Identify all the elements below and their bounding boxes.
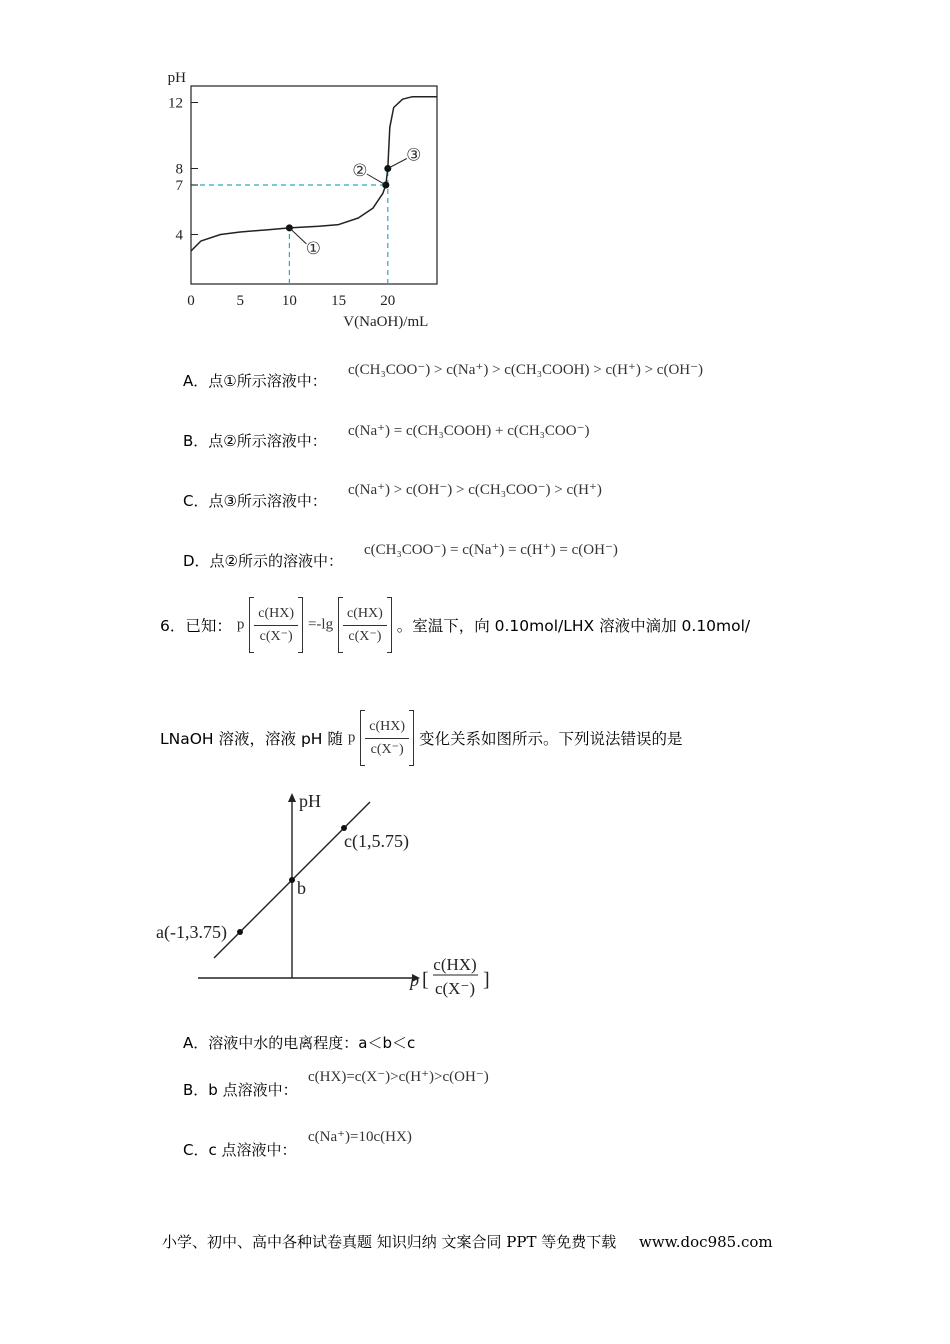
point-label: ① [305,238,322,258]
q6-p-symbol-2: p [347,729,356,746]
y-tick-label: 7 [175,178,183,194]
fraction-numerator: c(HX) [365,716,409,739]
y-axis-label: pH [167,70,186,86]
x-axis-label: V(NaOH)/mL [343,314,429,330]
q6-option-a-label: A．溶液中水的电离程度：a＜b＜c [183,1034,416,1052]
point-leader [388,159,407,169]
q6-fraction-2 [343,603,387,648]
x-tick-label: 0 [187,293,195,309]
point-label: b [297,878,306,898]
q6-fraction-1 [254,603,298,648]
fraction-denominator: c(X⁻) [259,628,293,644]
q5-option-d-label: D．点②所示的溶液中： [183,552,343,570]
y-tick-label: 4 [175,227,183,244]
q6-option-a [183,1032,415,1053]
y-tick-label: 12 [168,95,183,112]
x-tick-label: 5 [236,293,244,309]
q6-stem-part2a: LNaOH 溶液，溶液 pH 随 [160,730,343,748]
bracket-right [387,597,392,653]
fraction-denominator: c(X⁻) [348,628,382,644]
ph-line-chart [150,785,510,1005]
data-point [384,165,391,172]
q5-option-a [183,370,327,391]
x-axis-label [408,955,490,998]
q6-p-symbol: p [236,616,245,633]
x-tick-label: 10 [281,293,297,309]
q6-fraction-3 [365,716,409,761]
fraction-numerator: c(HX) [343,603,387,626]
q6-option-c-formula: c(Na⁺)=10c(HX) [308,1129,412,1145]
titration-curve [191,97,437,251]
fraction-denominator: c(X⁻) [370,741,404,757]
q6-option-b-formula: c(HX)=c(X⁻)>c(H⁺)>c(OH⁻) [308,1069,489,1085]
q6-stem-part1: 。室温下，向 0.10mol/LHX 溶液中滴加 0.10mol/ [396,617,751,635]
point-label: c(1,5.75) [344,831,409,851]
q6-option-b-label: B．b 点溶液中： [183,1081,298,1099]
x-tick-label: 20 [380,293,396,309]
bracket-right [298,597,303,653]
q5-option-c-label: C．点③所示溶液中： [183,492,327,510]
q5-option-d-formula: c(CH₃COO⁻) = c(Na⁺) = c(H⁺) = c(OH⁻) [364,542,618,558]
point-label: a(-1,3.75) [156,922,227,942]
point-leader [367,174,386,185]
footer [162,1231,773,1252]
q5-option-a-formula: c(CH₃COO⁻) > c(Na⁺) > c(CH₃COOH) > c(H⁺) > c(OH⁻) [348,362,704,378]
point-label: ② [352,161,368,180]
q5-option-d [183,550,343,571]
q6-option-c [183,1139,297,1160]
x-axis-label-bracket-left: [ [422,969,429,991]
q6-option-c-label: C．c 点溶液中： [183,1141,297,1159]
fraction-numerator: c(HX) [254,603,298,626]
data-point [237,929,243,935]
x-axis-label-bracket-right: ] [483,969,490,991]
q6-stem-line2 [160,710,682,766]
q6-equals-lg: =-lg [307,616,334,633]
q5-option-c [183,490,327,511]
q6-stem-part2b: 变化关系如图所示。下列说法错误的是 [418,730,683,748]
point-leader [289,228,306,244]
q5-option-c-formula: c(Na⁺) > c(OH⁻) > c(CH₃COO⁻) > c(H⁺) [348,482,602,498]
q5-option-a-label: A．点①所示溶液中： [183,372,327,390]
x-axis-label-p: p [410,970,419,990]
q5-option-b [183,430,327,451]
footer-text: 小学、初中、高中各种试卷真题 知识归纳 文案合同 PPT 等免费下载 [162,1233,617,1251]
bracket-right [409,710,414,766]
y-axis-arrow [288,793,296,802]
titration-chart [160,70,460,335]
q6-option-b [183,1079,298,1100]
y-tick-label: 8 [175,161,183,178]
footer-url[interactable]: www.doc985.com [639,1233,773,1251]
y-axis-label: pH [299,791,321,811]
x-axis-label-denominator: c(X⁻) [434,979,476,998]
q5-option-b-formula: c(Na⁺) = c(CH₃COOH) + c(CH₃COO⁻) [348,423,590,439]
q5-option-b-label: B．点②所示溶液中： [183,432,327,450]
q6-stem-line1 [160,597,750,653]
x-axis-label-numerator: c(HX) [433,955,477,974]
data-point [289,877,295,883]
q6-number: 6．已知： [160,617,232,635]
x-tick-label: 15 [331,293,347,309]
point-label: ③ [406,145,422,165]
